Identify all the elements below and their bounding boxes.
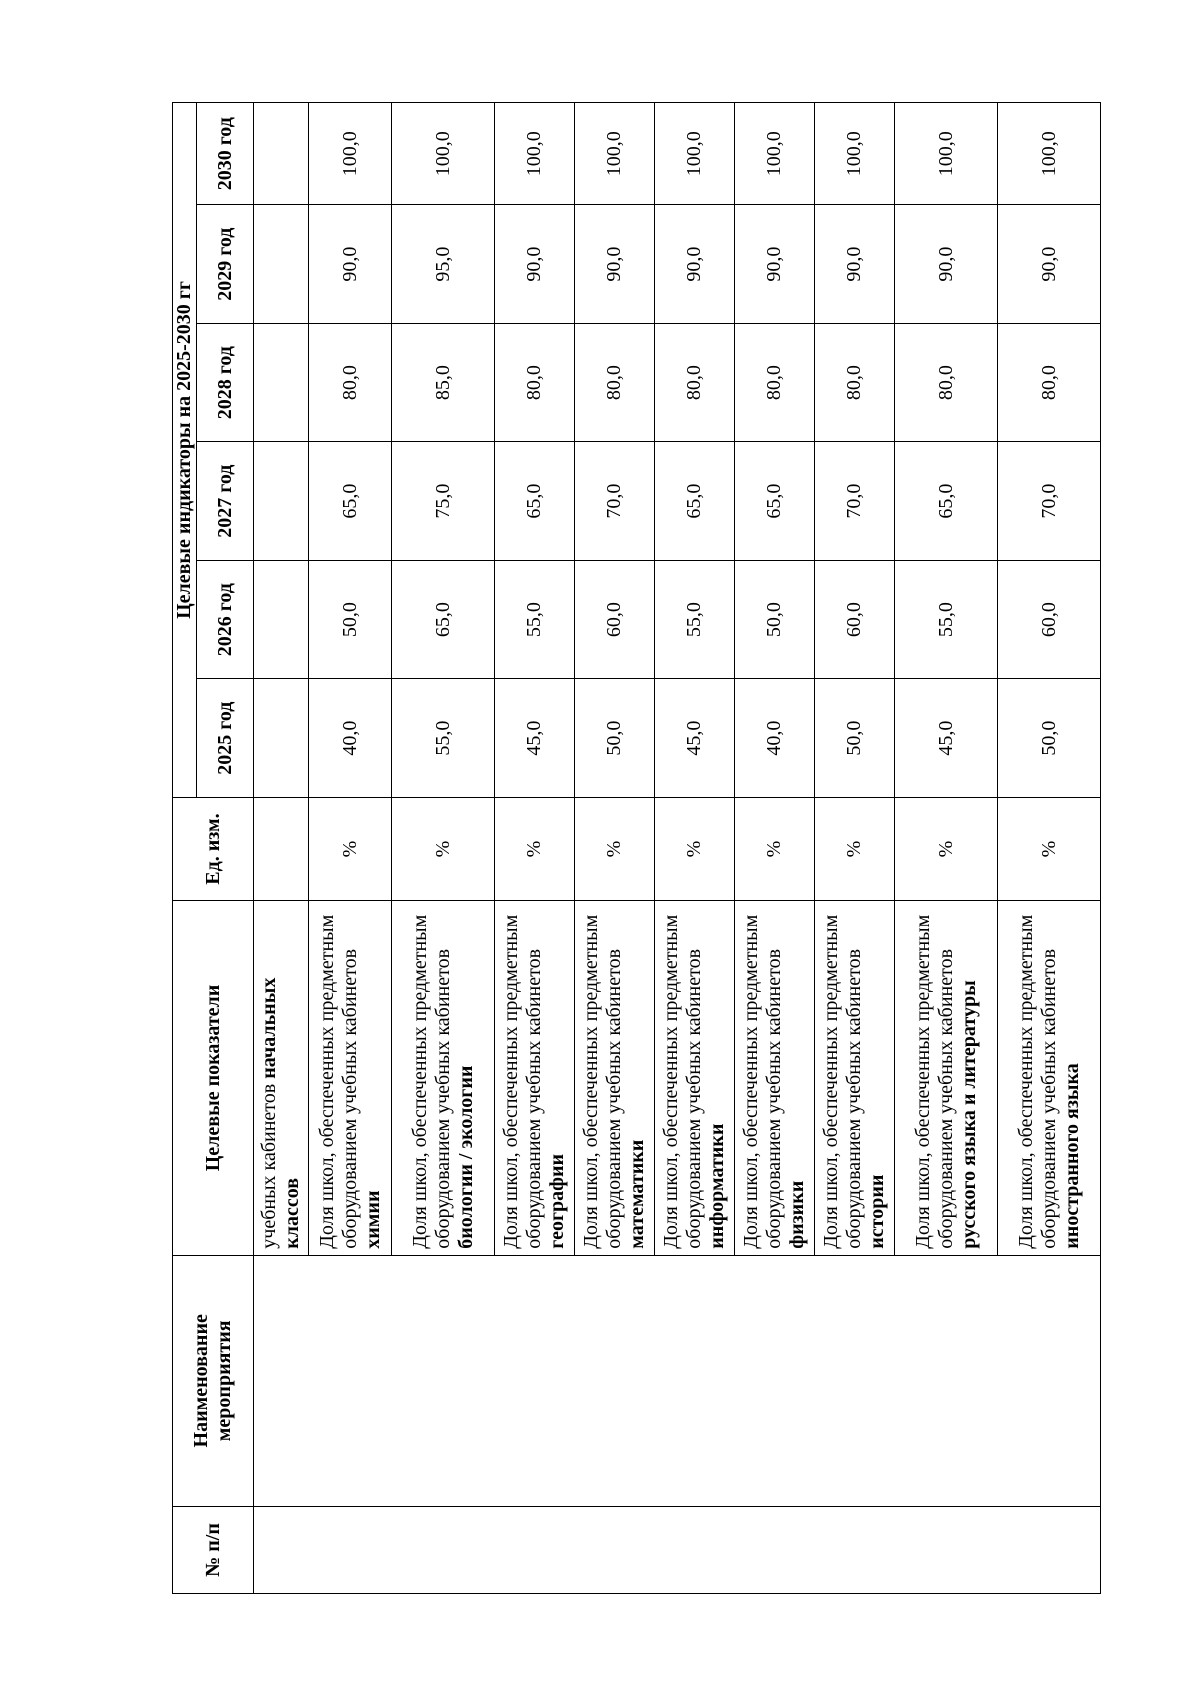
cell-value: 80,0 [655,323,735,442]
cell-indicator [254,901,309,1256]
column-header-year: 2027 год [197,442,254,561]
indicator-subject: русского языка и литературы [957,980,980,1249]
cell-value: 45,0 [655,679,735,798]
cell-unit: % [895,797,998,900]
indicator-text: Доля школ, обеспеченных предметным оборудованием учебных кабинетов [660,914,705,1249]
column-header-targets-group: Целевые индикаторы на 2025-2030 гг [173,103,197,798]
indicator-text: Доля школ, обеспеченных предметным оборудованием учебных кабинетов [740,914,785,1249]
indicator-subject: математики [626,1139,648,1249]
cell-indicator [655,901,735,1256]
cell-value: 90,0 [309,205,392,324]
cell-indicator [735,901,815,1256]
target-indicators-table [172,102,1101,1594]
indicator-subject: иностранного языка [1060,1063,1083,1249]
cell-value [254,323,309,442]
cell-unit: % [309,797,392,900]
indicator-text: Доля школ, обеспеченных предметным оборудованием учебных кабинетов [820,914,865,1249]
cell-number [254,1506,1101,1593]
indicator-subject: физики [786,1180,808,1249]
cell-value: 90,0 [735,205,815,324]
cell-value: 65,0 [655,442,735,561]
cell-unit: % [575,797,655,900]
column-header-event-name: Наименование мероприятия [173,1255,254,1506]
cell-value: 75,0 [392,442,495,561]
cell-value: 100,0 [392,103,495,205]
cell-value: 70,0 [575,442,655,561]
indicator-subject: истории [866,1174,888,1249]
cell-value: 50,0 [735,560,815,679]
column-header-year: 2030 год [197,103,254,205]
cell-value: 90,0 [998,205,1101,324]
cell-value: 100,0 [895,103,998,205]
cell-value: 100,0 [815,103,895,205]
cell-value: 50,0 [998,679,1101,798]
cell-value: 65,0 [309,442,392,561]
indicator-subject: информатики [706,1123,728,1249]
header-row-top [173,103,197,1594]
cell-value: 80,0 [998,323,1101,442]
cell-value: 100,0 [735,103,815,205]
cell-value: 80,0 [309,323,392,442]
column-header-unit: Ед. изм. [173,797,254,900]
column-header-year: 2028 год [197,323,254,442]
indicator-text: Доля школ, обеспеченных предметным оборудованием учебных кабинетов [1014,914,1060,1249]
column-header-year: 2029 год [197,205,254,324]
indicator-subject: начальных классов [258,977,303,1249]
cell-value: 55,0 [655,560,735,679]
cell-unit: % [735,797,815,900]
cell-value: 40,0 [735,679,815,798]
cell-unit: % [655,797,735,900]
cell-value: 60,0 [815,560,895,679]
indicator-subject: биологии / экологии [454,1065,477,1249]
cell-value [254,679,309,798]
cell-value: 90,0 [495,205,575,324]
cell-unit [254,797,309,900]
cell-value: 90,0 [815,205,895,324]
cell-value: 65,0 [895,442,998,561]
cell-unit: % [998,797,1101,900]
column-header-year: 2026 год [197,560,254,679]
table-row [254,103,309,1594]
rotated-table-sheet [172,102,1092,1594]
cell-value: 60,0 [998,560,1101,679]
indicator-subject: химии [361,1190,384,1249]
cell-unit: % [392,797,495,900]
column-header-indicators: Целевые показатели [173,901,254,1256]
cell-value: 50,0 [575,679,655,798]
cell-value: 45,0 [895,679,998,798]
indicator-text: Доля школ, обеспеченных предметным оборудованием учебных кабинетов [580,914,625,1249]
cell-value [254,560,309,679]
cell-value: 55,0 [495,560,575,679]
cell-value: 70,0 [998,442,1101,561]
cell-value: 45,0 [495,679,575,798]
cell-value: 100,0 [998,103,1101,205]
column-header-number: № п/п [173,1506,254,1593]
cell-value: 50,0 [815,679,895,798]
cell-value: 90,0 [895,205,998,324]
cell-value: 70,0 [815,442,895,561]
cell-value: 100,0 [309,103,392,205]
cell-value: 100,0 [495,103,575,205]
cell-indicator [495,901,575,1256]
cell-value: 90,0 [655,205,735,324]
indicator-subject: географии [546,1153,568,1249]
cell-value: 80,0 [575,323,655,442]
indicator-text: Доля школ, обеспеченных предметным оборудованием учебных кабинетов [500,914,545,1249]
cell-value: 80,0 [815,323,895,442]
cell-value: 65,0 [495,442,575,561]
cell-value: 65,0 [392,560,495,679]
cell-value: 40,0 [309,679,392,798]
cell-value: 100,0 [575,103,655,205]
cell-event-name [254,1255,1101,1506]
cell-value: 55,0 [895,560,998,679]
cell-value: 60,0 [575,560,655,679]
indicator-text: учебных кабинетов [258,1078,280,1249]
cell-value: 85,0 [392,323,495,442]
cell-unit: % [495,797,575,900]
cell-value: 80,0 [495,323,575,442]
cell-value: 90,0 [575,205,655,324]
indicator-text: Доля школ, обеспеченных предметным оборудованием учебных кабинетов [315,914,361,1249]
cell-indicator [392,901,495,1256]
cell-indicator [998,901,1101,1256]
cell-value: 80,0 [735,323,815,442]
cell-value: 100,0 [655,103,735,205]
cell-value: 80,0 [895,323,998,442]
cell-value: 95,0 [392,205,495,324]
cell-value: 65,0 [735,442,815,561]
cell-indicator [815,901,895,1256]
cell-indicator [895,901,998,1256]
indicator-text: Доля школ, обеспеченных предметным оборудованием учебных кабинетов [911,914,957,1249]
cell-value [254,103,309,205]
indicator-text: Доля школ, обеспеченных предметным оборудованием учебных кабинетов [408,914,454,1249]
cell-value [254,442,309,561]
cell-unit: % [815,797,895,900]
cell-indicator [309,901,392,1256]
cell-value [254,205,309,324]
cell-value: 50,0 [309,560,392,679]
cell-value: 55,0 [392,679,495,798]
cell-indicator [575,901,655,1256]
column-header-year: 2025 год [197,679,254,798]
